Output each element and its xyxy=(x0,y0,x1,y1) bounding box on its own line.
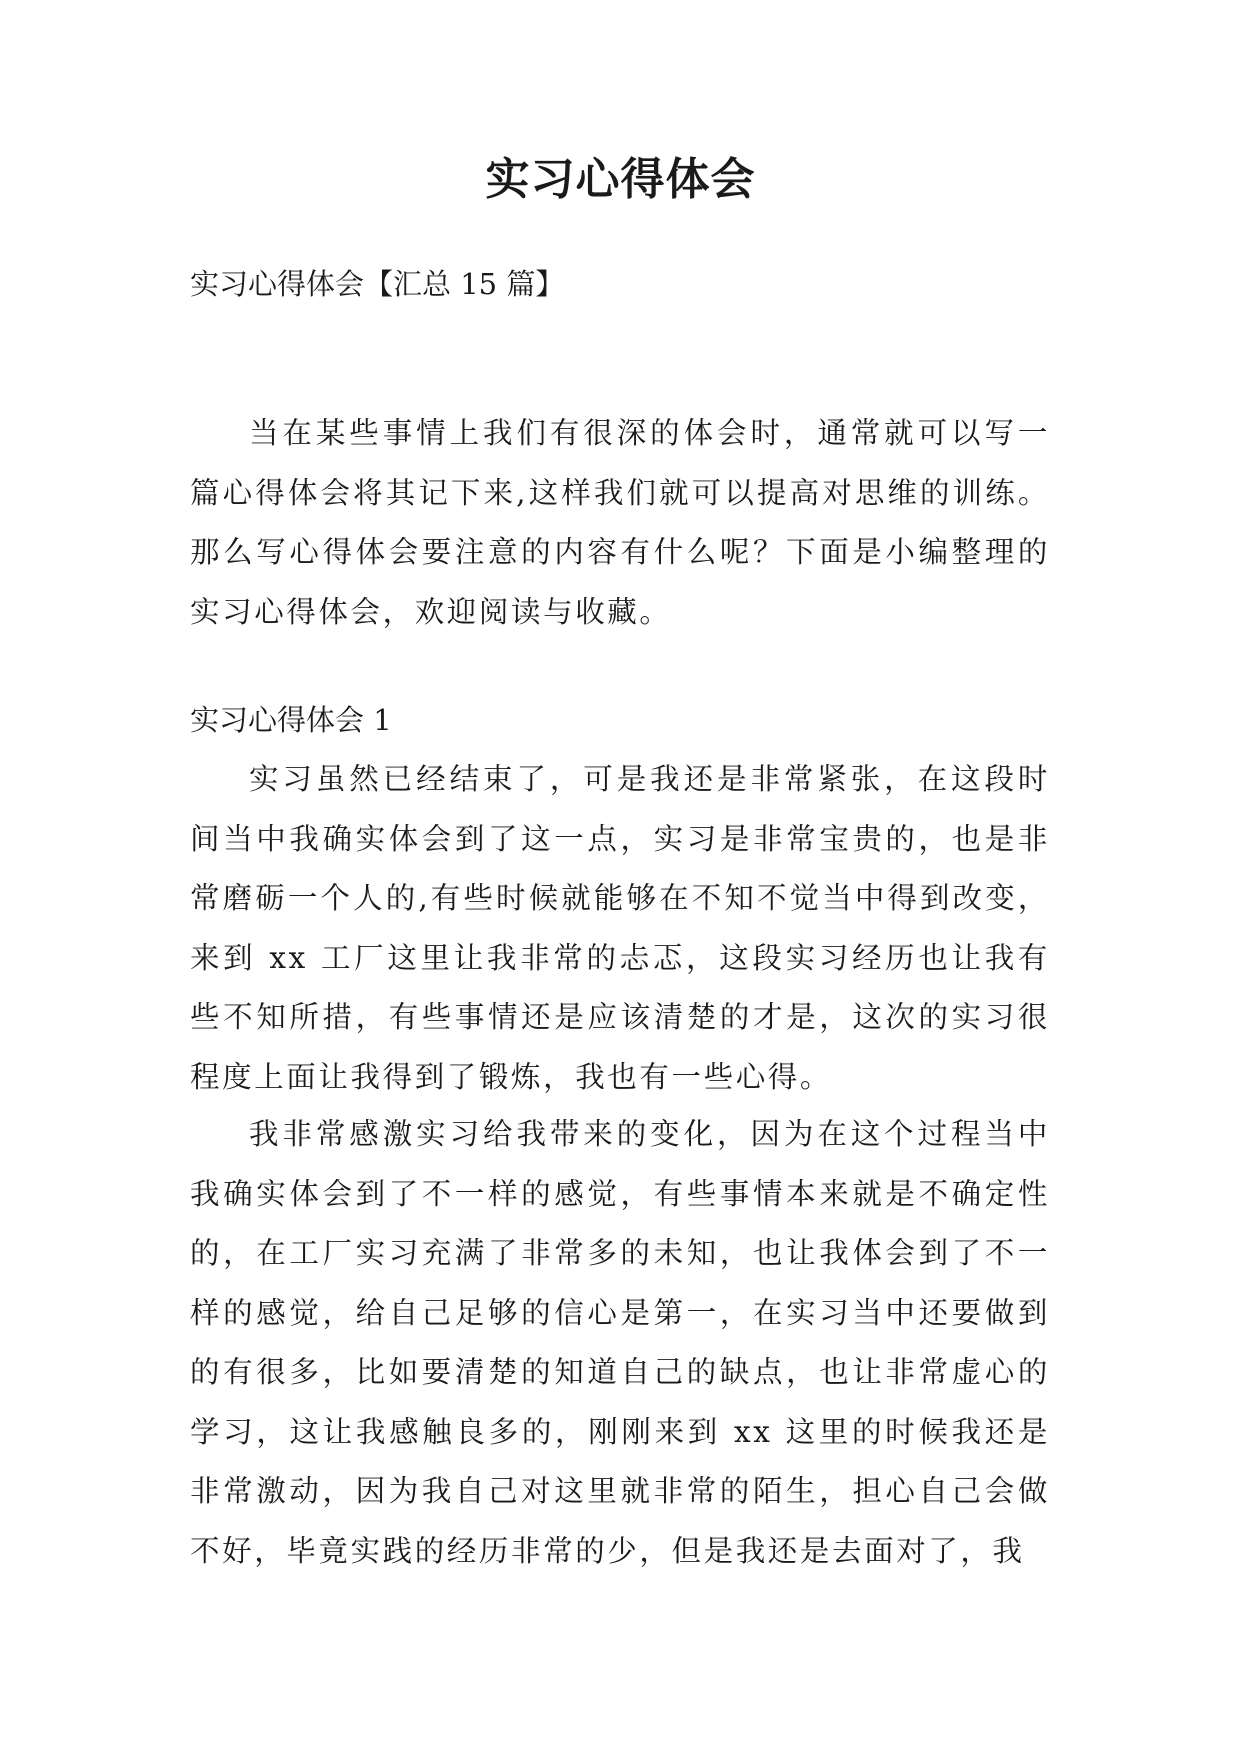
document-subtitle: 实习心得体会【汇总 15 篇】 xyxy=(190,267,565,301)
section-heading: 实习心得体会 1 xyxy=(190,703,392,737)
intro-paragraph: 当在某些事情上我们有很深的体会时，通常就可以写一篇心得体会将其记下来,这样我们就可以提高对思维的训练。那么写心得体会要注意的内容有什么呢？下面是小编整理的实习心得体会，欢迎阅读与收藏。 xyxy=(190,416,1050,629)
document-title: 实习心得体会 xyxy=(485,154,756,205)
body-paragraph: 实习虽然已经结束了，可是我还是非常紧张，在这段时间当中我确实体会到了这一点，实习是非常宝贵的，也是非常磨砺一个人的,有些时候就能够在不知不觉当中得到改变，来到 xx 工厂这里让我非常的忐忑，这段实习经历也让我有些不知所措，有些事情还是应该清楚的才是，这次的实习很程度上面让我得到了锻炼，我也有一些心得。 xyxy=(190,762,1050,1094)
body-paragraph: 我非常感激实习给我带来的变化，因为在这个过程当中我确实体会到了不一样的感觉，有些事情本来就是不确定性的，在工厂实习充满了非常多的未知，也让我体会到了不一样的感觉，给自己足够的信心是第一，在实习当中还要做到的有很多，比如要清楚的知道自己的缺点，也让非常虚心的学习，这让我感触良多的，刚刚来到 xx 这里的时候我还是非常激动，因为我自己对这里就非常的陌生，担心自己会做不好，毕竟实践的经历非常的少，但是我还是去面对了，我 xyxy=(190,1117,1050,1568)
